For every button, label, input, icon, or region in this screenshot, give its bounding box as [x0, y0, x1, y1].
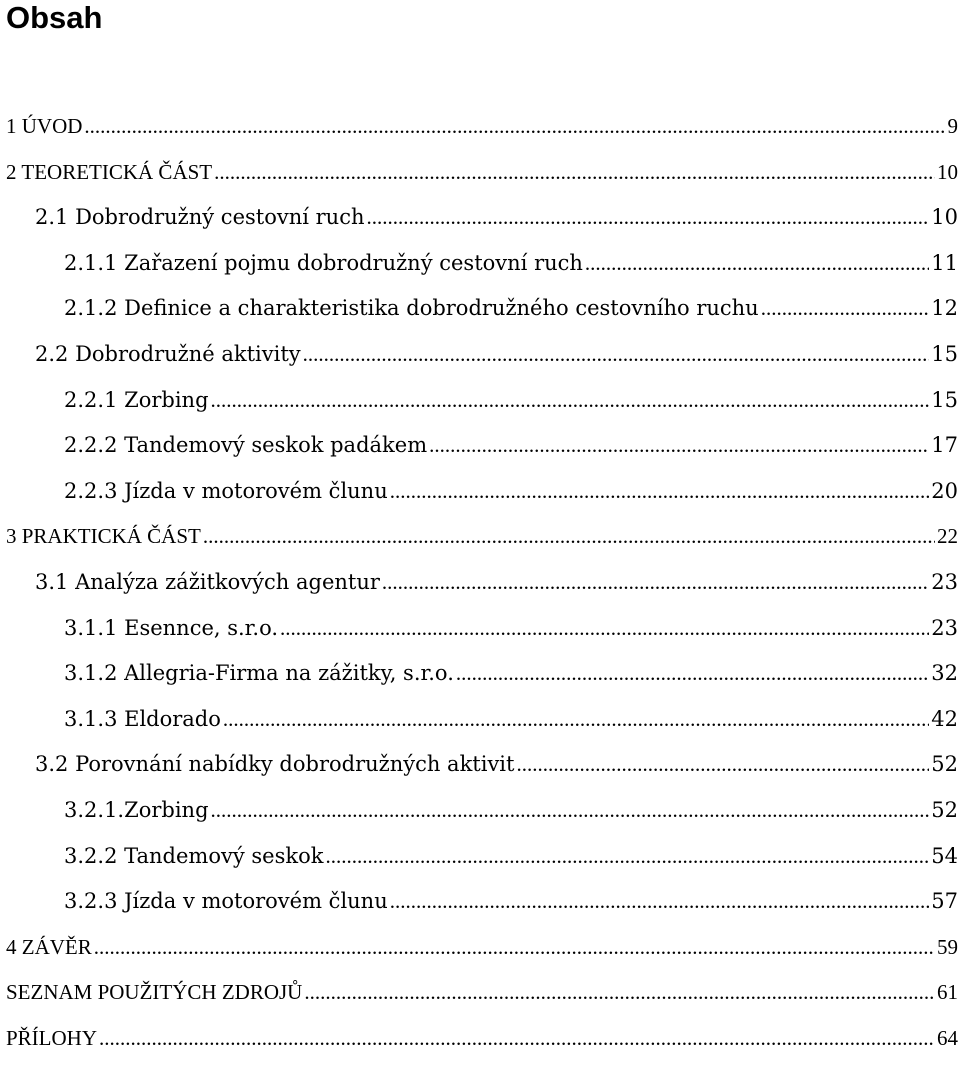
toc-entry-label: 3.2 Porovnání nabídky dobrodružných aktivit	[35, 752, 515, 777]
toc-entry-leader-dots	[429, 423, 929, 469]
toc-entry[interactable]	[6, 241, 960, 287]
toc-entry-leader-dots	[367, 195, 930, 241]
toc-entry-leader-dots	[382, 560, 929, 606]
toc-entry-label: 3.1.2 Allegria-Firma na zážitky, s.r.o.	[64, 661, 454, 686]
toc-entry[interactable]	[6, 469, 960, 515]
toc-entry-page-number: 15	[931, 387, 958, 412]
toc-entry-leader-dots	[223, 697, 929, 743]
toc-entry-leader-dots	[304, 970, 935, 1016]
toc-entry-label: 2.2.2 Tandemový seskok padákem	[64, 433, 428, 458]
toc-entry[interactable]	[6, 423, 960, 469]
toc-entry[interactable]	[6, 788, 960, 834]
toc-entry-label: 3.1.1 Esennce, s.r.o.	[64, 615, 279, 640]
toc-entry[interactable]	[6, 1016, 960, 1062]
toc-entry[interactable]	[6, 150, 960, 196]
toc-entry-page-number: 9	[947, 114, 958, 138]
toc-entry-label: 3 PRAKTICKÁ ČÁST	[6, 524, 201, 549]
toc-entry-leader-dots	[585, 241, 929, 287]
toc-entry-label: PŘÍLOHY	[6, 1025, 98, 1050]
toc-entry-label: 4 ZÁVĚR	[6, 934, 92, 959]
toc-entry-leader-dots	[84, 104, 945, 150]
toc-entry-leader-dots	[390, 879, 930, 925]
toc-entry-page-number: 23	[931, 615, 958, 640]
toc-entry[interactable]	[6, 606, 960, 652]
toc-entry[interactable]	[6, 514, 960, 560]
toc-entry-leader-dots	[203, 514, 935, 560]
toc-entry[interactable]	[6, 970, 960, 1016]
toc-entry[interactable]	[6, 104, 960, 150]
toc-entry-label: 2.2.3 Jízda v motorovém člunu	[64, 478, 388, 503]
toc-entry-label: 3.2.3 Jízda v motorovém člunu	[64, 889, 388, 914]
toc-entry-label: SEZNAM POUŽITÝCH ZDROJŮ	[6, 980, 303, 1005]
toc-entry-page-number: 10	[931, 205, 958, 230]
toc-entry-page-number: 42	[931, 706, 958, 731]
toc-entry-label: 2.1.2 Definice a charakteristika dobrodružného cestovního ruchu	[64, 296, 759, 321]
toc-entry[interactable]	[6, 742, 960, 788]
toc-entry-leader-dots	[94, 925, 935, 971]
toc-entry-label: 3.1 Analýza zážitkových agentur	[35, 569, 380, 594]
toc-entry-page-number: 17	[931, 433, 958, 458]
toc-entry[interactable]	[6, 879, 960, 925]
toc-entry-page-number: 23	[931, 569, 958, 594]
toc-entry-page-number: 59	[937, 934, 958, 959]
toc-entry[interactable]	[6, 925, 960, 971]
toc-entry-page-number: 61	[937, 980, 958, 1005]
toc-entry[interactable]	[6, 332, 960, 378]
toc-entry-leader-dots	[516, 742, 929, 788]
toc-entry[interactable]	[6, 697, 960, 743]
toc-entry-page-number: 52	[931, 797, 958, 822]
toc-entry-page-number: 64	[937, 1025, 958, 1050]
toc-entry-label: 3.1.3 Eldorado	[64, 706, 221, 731]
toc-entry-label: 1 ÚVOD	[6, 114, 83, 138]
toc-entry-leader-dots	[303, 332, 930, 378]
toc-entry-leader-dots	[390, 469, 930, 515]
toc-entry-leader-dots	[99, 1016, 935, 1062]
toc-entry-label: 2 TEORETICKÁ ČÁST	[6, 159, 213, 184]
toc-entry-leader-dots	[325, 834, 929, 880]
toc-entry-page-number: 10	[937, 159, 958, 184]
toc-entry-label: 2.2.1 Zorbing	[64, 387, 209, 412]
toc-entry[interactable]	[6, 651, 960, 697]
toc-entry-leader-dots	[211, 788, 930, 834]
toc-entry-label: 2.2 Dobrodružné aktivity	[35, 341, 301, 366]
toc-entry-leader-dots	[456, 651, 929, 697]
toc-entry-leader-dots	[211, 378, 930, 424]
toc-entry-label: 3.2.1.Zorbing	[64, 797, 209, 822]
toc-entry[interactable]	[6, 834, 960, 880]
toc-entry-page-number: 20	[931, 478, 958, 503]
toc-entry-leader-dots	[214, 150, 935, 196]
toc-entry-page-number: 12	[931, 296, 958, 321]
toc-entry-page-number: 15	[931, 341, 958, 366]
toc-entry-page-number: 22	[937, 524, 958, 549]
toc-entry-page-number: 54	[931, 843, 958, 868]
toc-entry[interactable]	[6, 195, 960, 241]
toc-entry-page-number: 57	[931, 889, 958, 914]
toc-entry[interactable]	[6, 378, 960, 424]
page-title: Obsah	[6, 0, 103, 35]
toc-entry-label: 3.2.2 Tandemový seskok	[64, 843, 324, 868]
toc-entry[interactable]	[6, 286, 960, 332]
toc-entry-page-number: 52	[931, 752, 958, 777]
toc-entry-label: 2.1.1 Zařazení pojmu dobrodružný cestovní ruch	[64, 250, 583, 275]
toc-entry-label: 2.1 Dobrodružný cestovní ruch	[35, 205, 365, 230]
toc-entry-leader-dots	[761, 286, 930, 332]
toc-entry[interactable]	[6, 560, 960, 606]
toc-entry-page-number: 32	[931, 661, 958, 686]
table-of-contents	[6, 104, 960, 1061]
toc-entry-leader-dots	[280, 606, 929, 652]
toc-entry-page-number: 11	[931, 250, 958, 275]
